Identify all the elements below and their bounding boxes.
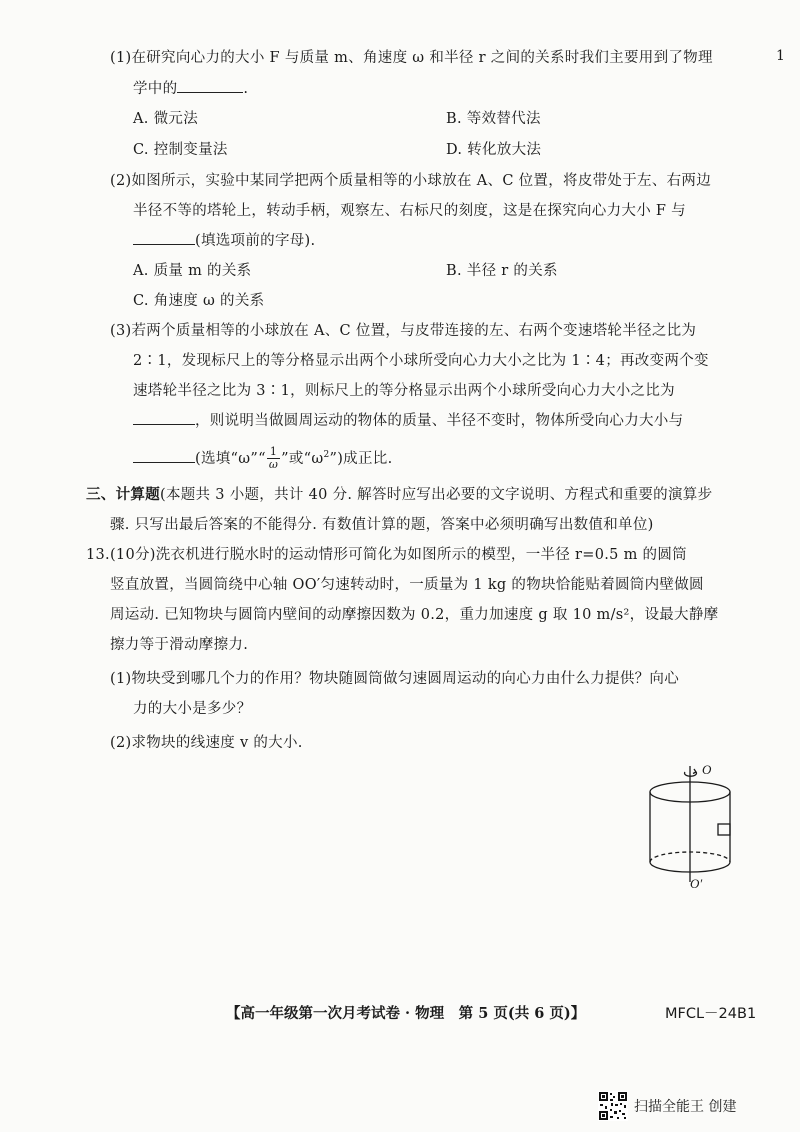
q12-part3-line4 <box>133 410 683 432</box>
option-d: D. 转化放大法 <box>446 142 542 158</box>
option-b: B. 半径 r 的关系 <box>446 263 558 279</box>
option-b: B. 等效替代法 <box>446 111 541 127</box>
q12-part3-line5 <box>133 444 392 471</box>
q13-line1: 13.(10分)洗衣机进行脱水时的运动情形可简化为如图所示的模型，一半径 r=0.5 m 的圆筒 <box>86 547 687 563</box>
q13-sub1-line1: (1)物块受到哪几个力的作用？物块随圆筒做匀速圆周运动的向心力由什么力提供？向心 <box>110 671 680 687</box>
fraction-numerator: 1 <box>267 446 280 459</box>
answer-blank <box>133 448 195 463</box>
section3-line2: 骤. 只写出最后答案的不能得分. 有数值计算的题，答案中必须明确写出数值和单位) <box>110 517 654 533</box>
q12-part1-line2 <box>133 78 248 100</box>
q12-part2-line2: 半径不等的塔轮上，转动手柄，观察左、右标尺的刻度，这是在探究向心力大小 F 与 <box>133 203 686 219</box>
qr-code-icon <box>598 1091 628 1121</box>
option-c: C. 角速度 ω 的关系 <box>133 293 265 309</box>
q12-part1-suffix: . <box>243 81 249 97</box>
q13-line4: 擦力等于滑动摩擦力. <box>110 637 249 653</box>
q12-part3-choice-text-a: (选填“ω”“ <box>195 450 266 467</box>
q12-part3-line4-text: ，则说明当做圆周运动的物体的质量、半径不变时，物体所受向心力大小与 <box>195 413 684 429</box>
q12-part3-choice-text-c: ”)成正比. <box>329 450 393 467</box>
scanner-watermark <box>598 1091 736 1121</box>
q12-part2-line1: (2)如图所示，实验中某同学把两个质量相等的小球放在 A、C 位置，将皮带处于左、右两边 <box>110 173 712 189</box>
option-a: A. 微元法 <box>133 111 198 127</box>
q13-line3: 周运动. 已知物块与圆筒内壁间的动摩擦因数为 0.2，重力加速度 g 取 10 m/s²，设最大静摩 <box>110 607 719 623</box>
paper-code: MFCL－24B1 <box>665 1006 757 1022</box>
section3-heading <box>86 484 712 506</box>
scanner-text: 扫描全能王 创建 <box>634 1099 737 1115</box>
rotating-cylinder-figure <box>630 760 750 900</box>
q12-part3-line3: 速塔轮半径之比为 3∶1，则标尺上的等分格显示出两个小球所受向心力大小之比为 <box>133 383 675 399</box>
q13-sub2: (2)求物块的线速度 v 的大小. <box>110 735 303 751</box>
q12-part2-line3 <box>133 230 315 252</box>
section3-title: 三、计算题 <box>86 486 160 503</box>
q12-part3-line2: 2∶1，发现标尺上的等分格显示出两个小球所受向心力大小之比为 1∶4；再改变两个变 <box>133 353 709 369</box>
q13-sub1-line2: 力的大小是多少？ <box>133 701 252 717</box>
q12-part1-prefix: 学中的 <box>133 81 178 97</box>
option-c: C. 控制变量法 <box>133 142 228 158</box>
axis-label-o-prime: O′ <box>690 876 703 891</box>
page-footer: 【高一年级第一次月考试卷 · 物理 第 5 页(共 6 页)】 <box>226 1005 586 1022</box>
q13-line2: 竖直放置，当圆筒绕中心轴 OO′匀速转动时，一质量为 1 kg 的物块恰能贴着圆筒内壁做圆 <box>110 577 704 593</box>
option-a: A. 质量 m 的关系 <box>133 263 252 279</box>
axis-label-o: O <box>702 762 712 777</box>
q12-part3-choice-text-b: ”或“ω <box>281 450 324 467</box>
q12-part3-line1: (3)若两个质量相等的小球放在 A、C 位置，与皮带连接的左、右两个变速塔轮半径之比为 <box>110 323 697 339</box>
page-corner-mark: 1 <box>776 48 785 64</box>
fraction-denominator: ω <box>268 458 279 472</box>
answer-blank <box>133 230 195 245</box>
answer-blank <box>177 78 243 93</box>
section3-note: (本题共 3 小题，共计 40 分. 解答时应写出必要的文字说明、方程式和重要的演算步 <box>160 487 713 503</box>
fraction-one-over-omega <box>267 446 280 471</box>
q12-part1-line1: (1)在研究向心力的大小 F 与质量 m、角速度 ω 和半径 r 之间的关系时我们主要用到了物理 <box>110 50 713 66</box>
q12-part2-suffix: (填选项前的字母). <box>195 233 316 249</box>
superscript: 2 <box>323 450 330 460</box>
answer-blank <box>133 410 195 425</box>
